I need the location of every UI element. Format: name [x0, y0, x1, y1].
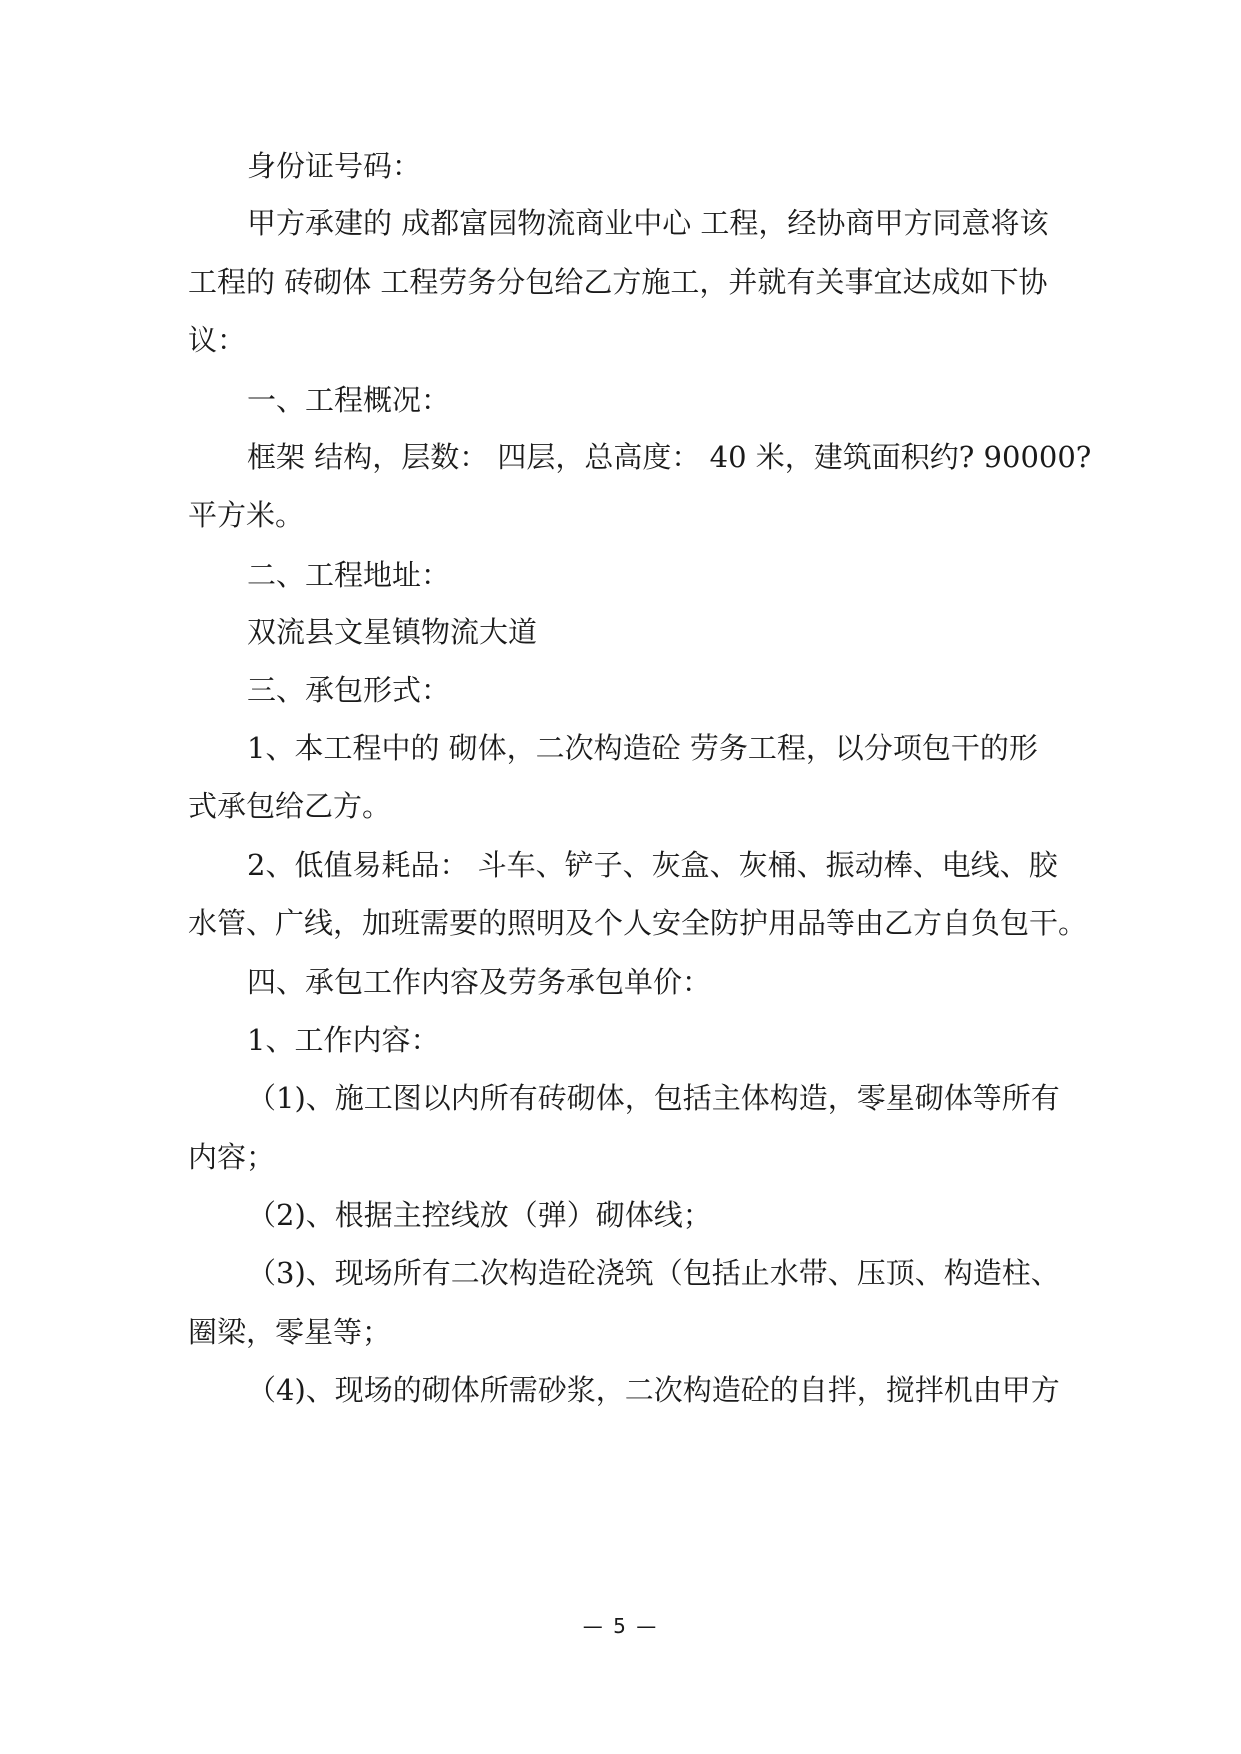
- text-line-contract-1a: 1、本工程中的 砌体，二次构造砼 劳务工程，以分项包干的形: [247, 731, 1038, 765]
- page-number: — 5 —: [582, 1614, 659, 1638]
- text-line-work-content-1: 1、工作内容：: [247, 1023, 440, 1057]
- text-line-item-1b: 内容；: [188, 1140, 276, 1174]
- text-line-id-number: 身份证号码：: [247, 149, 422, 183]
- text-line-intro-2: 工程的 砖砌体 工程劳务分包给乙方施工，并就有关事宜达成如下协: [188, 265, 1048, 299]
- text-line-address: 双流县文星镇物流大道: [247, 615, 538, 649]
- text-line-overview-1: 框架 结构，层数： 四层，总高度： 40 米，建筑面积约? 90000?: [247, 440, 1092, 474]
- text-line-item-2: （2)、根据主控线放（弹）砌体线；: [247, 1198, 712, 1232]
- text-line-item-3b: 圈梁，零星等；: [188, 1315, 392, 1349]
- text-line-intro-1: 甲方承建的 成都富园物流商业中心 工程，经协商甲方同意将该: [247, 206, 1049, 240]
- section-heading-contract-form: 三、承包形式：: [247, 673, 451, 707]
- text-line-item-4a: （4)、现场的砌体所需砂浆，二次构造砼的自拌，搅拌机由甲方: [247, 1373, 1060, 1407]
- section-heading-address: 二、工程地址：: [247, 558, 451, 592]
- text-line-contract-1b: 式承包给乙方。: [188, 789, 392, 823]
- text-line-item-1a: （1)、施工图以内所有砖砌体，包括主体构造，零星砌体等所有: [247, 1081, 1060, 1115]
- section-heading-work-content: 四、承包工作内容及劳务承包单价：: [247, 965, 712, 999]
- text-line-contract-2b: 水管、广线，加班需要的照明及个人安全防护用品等由乙方自负包干。: [188, 906, 1088, 940]
- text-line-item-3a: （3)、现场所有二次构造砼浇筑（包括止水带、压顶、构造柱、: [247, 1256, 1060, 1290]
- text-line-contract-2a: 2、低值易耗品： 斗车、铲子、灰盒、灰桶、振动棒、电线、胶: [247, 848, 1058, 882]
- text-line-overview-2: 平方米。: [188, 498, 305, 532]
- section-heading-overview: 一、工程概况：: [247, 383, 451, 417]
- text-line-intro-3: 议：: [188, 323, 247, 357]
